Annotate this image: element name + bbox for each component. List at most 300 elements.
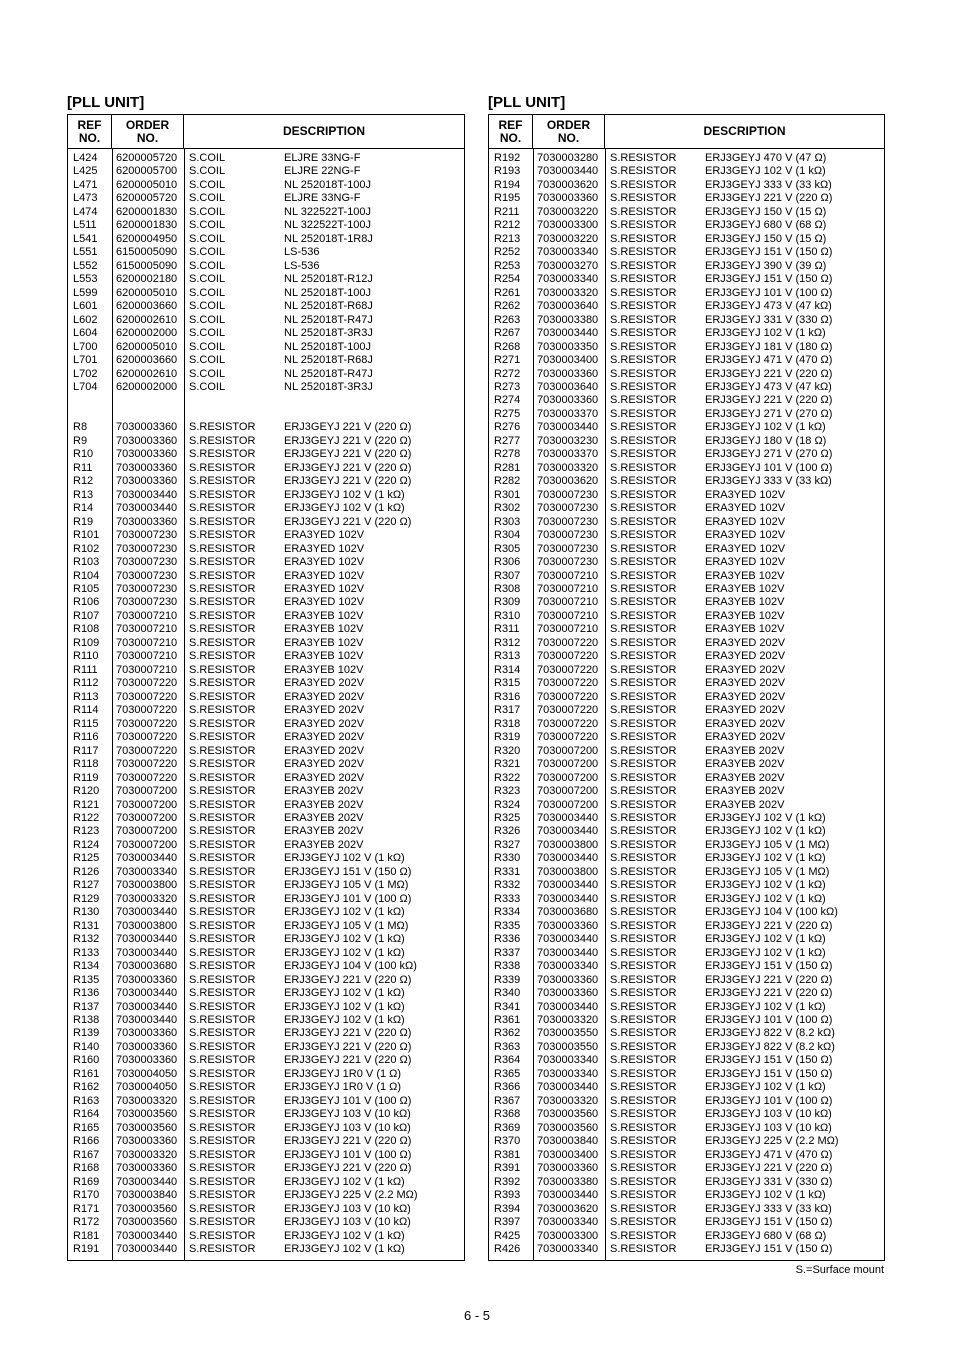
table-row — [489, 260, 884, 273]
table-row — [489, 839, 884, 852]
part-type: S.RESISTOR — [189, 1067, 256, 1080]
order-no: 6150005090 — [116, 259, 178, 272]
table-row — [489, 233, 884, 246]
table-row — [489, 799, 884, 812]
part-type: S.RESISTOR — [610, 892, 677, 905]
order-no: 7030003360 — [116, 434, 178, 447]
order-no: 7030007210 — [537, 609, 599, 622]
ref-no: L604 — [73, 327, 98, 340]
order-no: 7030003440 — [116, 1229, 178, 1242]
part-description: ERA3YEB 102V — [705, 623, 785, 636]
order-no: 7030003340 — [537, 246, 599, 259]
order-no: 6200005010 — [116, 178, 178, 191]
part-description: ERJ3GEYJ 102 V (1 kΩ) — [284, 1175, 405, 1188]
part-description: ERJ3GEYJ 102 V (1 kΩ) — [705, 165, 826, 178]
part-type: S.RESISTOR — [189, 583, 256, 595]
part-description: ERJ3GEYJ 221 V (220 Ω) — [284, 1135, 412, 1148]
ref-no: R275 — [494, 407, 521, 420]
part-description: ERJ3GEYJ 221 V (220 Ω) — [705, 987, 833, 1000]
part-description: ERA3YEB 202V — [284, 785, 364, 798]
table-row — [489, 1108, 884, 1121]
section-title: [PLL UNIT] — [488, 94, 566, 111]
table-row — [489, 206, 884, 219]
part-description: ERJ3GEYJ 221 V (220 Ω) — [284, 1162, 412, 1175]
ref-no: R134 — [73, 960, 100, 973]
part-description: ERA3YEB 202V — [284, 798, 364, 811]
table-row — [68, 772, 464, 785]
ref-no: R331 — [494, 865, 521, 878]
part-description: ERJ3GEYJ 103 V (10 kΩ) — [705, 1121, 832, 1134]
part-type: S.RESISTOR — [189, 1027, 256, 1040]
part-type: S.RESISTOR — [610, 1094, 677, 1107]
part-type: S.RESISTOR — [610, 771, 677, 784]
table-row — [68, 556, 464, 569]
part-description: ERJ3GEYJ 221 V (220 Ω) — [705, 367, 833, 380]
part-description: ERA3YED 102V — [284, 542, 365, 555]
table-row — [68, 152, 464, 165]
part-description: ERJ3GEYJ 102 V (1 kΩ) — [284, 906, 405, 919]
order-no: 6200005700 — [116, 165, 178, 178]
ref-no: R381 — [494, 1148, 521, 1161]
order-no: 7030003440 — [537, 421, 599, 434]
table-row — [68, 1135, 464, 1148]
order-no: 7030007210 — [537, 569, 599, 582]
part-description: ERJ3GEYJ 271 V (270 Ω) — [705, 407, 833, 420]
ref-no: R363 — [494, 1040, 521, 1053]
table-row — [489, 354, 884, 367]
table-row — [489, 812, 884, 825]
part-description: ERJ3GEYJ 473 V (47 kΩ) — [705, 380, 832, 393]
table-row — [489, 1014, 884, 1027]
ref-no: R325 — [494, 811, 521, 824]
ref-no: R164 — [73, 1108, 100, 1121]
ref-no: R138 — [73, 1014, 100, 1026]
order-no: 7030007230 — [116, 556, 178, 569]
part-description: NL 322522T-100J — [284, 219, 372, 232]
part-description: NL 252018T-R68J — [284, 354, 373, 367]
part-type: S.RESISTOR — [189, 502, 256, 515]
part-type: S.RESISTOR — [189, 690, 256, 703]
table-row — [489, 556, 884, 569]
order-no: 7030003440 — [116, 987, 178, 1000]
part-type: S.RESISTOR — [610, 515, 677, 528]
order-no: 7030003380 — [537, 1175, 599, 1188]
order-no — [112, 408, 184, 421]
part-type: S.RESISTOR — [610, 973, 677, 986]
order-no: 7030003360 — [116, 1054, 178, 1067]
part-description: ERA3YED 102V — [705, 529, 786, 542]
order-no — [112, 394, 184, 407]
order-no: 7030003440 — [537, 165, 599, 178]
order-no: 7030003440 — [537, 852, 599, 865]
part-description: ERJ3GEYJ 103 V (10 kΩ) — [284, 1108, 411, 1121]
table-row — [68, 677, 464, 690]
table-row — [489, 448, 884, 461]
part-description: ERJ3GEYJ 680 V (68 Ω) — [705, 219, 827, 232]
table-row — [489, 1122, 884, 1135]
order-no: 7030007230 — [537, 542, 599, 555]
order-no: 7030003400 — [537, 354, 599, 367]
table-row — [489, 610, 884, 623]
part-type: S.RESISTOR — [189, 1094, 256, 1107]
order-no: 7030003560 — [116, 1108, 178, 1121]
part-type: S.RESISTOR — [610, 219, 677, 232]
table-row — [489, 287, 884, 300]
table-row — [489, 664, 884, 677]
part-description: ERJ3GEYJ 221 V (220 Ω) — [705, 919, 833, 932]
order-no: 7030003360 — [537, 394, 599, 407]
part-description: ERA3YED 102V — [705, 542, 786, 555]
ref-no: R253 — [494, 259, 521, 272]
part-description: ERJ3GEYJ 271 V (270 Ω) — [705, 448, 833, 461]
ref-no: L553 — [73, 273, 98, 286]
table-row — [68, 394, 464, 407]
order-no: 7030007200 — [116, 785, 178, 798]
ref-no: R212 — [494, 219, 521, 232]
part-description: ERA3YED 202V — [284, 731, 365, 744]
order-no: 7030003320 — [116, 1148, 178, 1161]
part-description: ERA3YED 102V — [284, 529, 365, 542]
part-description: ERJ3GEYJ 102 V (1 kΩ) — [705, 933, 826, 946]
ref-no: R254 — [494, 273, 521, 286]
order-no: 7030007220 — [537, 677, 599, 690]
table-row — [68, 623, 464, 636]
part-type: S.COIL — [189, 259, 226, 272]
part-description: ERJ3GEYJ 221 V (220 Ω) — [705, 1162, 833, 1175]
order-no: 7030003440 — [537, 933, 599, 946]
ref-no: R324 — [494, 798, 521, 811]
ref-no: R252 — [494, 246, 521, 259]
part-type: S.COIL — [189, 192, 226, 205]
part-type: S.RESISTOR — [610, 434, 677, 447]
ref-no: R163 — [73, 1094, 100, 1107]
part-description: ERA3YEB 202V — [705, 771, 785, 784]
part-description: ERA3YED 202V — [705, 704, 786, 717]
part-description: ERA3YED 202V — [705, 717, 786, 730]
order-no: 7030003560 — [537, 1108, 599, 1121]
part-description: ERJ3GEYJ 1R0 V (1 Ω) — [284, 1067, 402, 1080]
part-description: ERJ3GEYJ 1R0 V (1 Ω) — [284, 1081, 402, 1094]
part-description: ERJ3GEYJ 102 V (1 kΩ) — [284, 852, 405, 865]
order-no: 6200002610 — [116, 313, 178, 326]
order-no: 7030007220 — [116, 731, 178, 744]
ref-no: R323 — [494, 785, 521, 798]
table-row — [68, 799, 464, 812]
table-row — [489, 758, 884, 771]
part-type: S.RESISTOR — [610, 327, 677, 340]
part-type: S.RESISTOR — [189, 960, 256, 973]
ref-no: R170 — [73, 1189, 100, 1202]
order-no: 7030003560 — [116, 1202, 178, 1215]
part-type: S.RESISTOR — [189, 1162, 256, 1175]
part-description: ERJ3GEYJ 104 V (100 kΩ) — [284, 960, 417, 973]
table-row — [68, 435, 464, 448]
table-row — [489, 987, 884, 1000]
table-row — [68, 1162, 464, 1175]
table-row — [489, 691, 884, 704]
order-no: 7030007200 — [116, 798, 178, 811]
part-description: ERJ3GEYJ 151 V (150 Ω) — [705, 1242, 833, 1255]
part-type: S.COIL — [189, 273, 226, 286]
part-description: ERJ3GEYJ 102 V (1 kΩ) — [284, 987, 405, 1000]
ref-no: R107 — [73, 609, 100, 622]
table-row — [489, 785, 884, 798]
part-type: S.RESISTOR — [189, 542, 256, 555]
order-no: 7030007230 — [116, 583, 178, 595]
part-type: S.RESISTOR — [610, 529, 677, 542]
part-type: S.RESISTOR — [610, 461, 677, 474]
order-no: 7030004050 — [116, 1067, 178, 1080]
order-no: 7030003360 — [116, 448, 178, 461]
ref-no: R335 — [494, 919, 521, 932]
order-no: 7030003440 — [116, 488, 178, 501]
table-row — [68, 610, 464, 623]
table-row — [489, 772, 884, 785]
ref-no: R273 — [494, 380, 521, 393]
order-no: 7030003360 — [537, 919, 599, 932]
ref-no: R271 — [494, 354, 521, 367]
ref-no: R121 — [73, 798, 100, 811]
part-description: ERJ3GEYJ 102 V (1 kΩ) — [284, 502, 405, 515]
order-no: 7030003440 — [537, 1000, 599, 1013]
part-type: S.RESISTOR — [189, 973, 256, 986]
part-type: S.RESISTOR — [189, 717, 256, 730]
table-row — [68, 704, 464, 717]
ref-no: R112 — [73, 677, 99, 690]
table-row — [68, 260, 464, 273]
order-no: 7030003560 — [537, 1121, 599, 1134]
table-row — [489, 1001, 884, 1014]
order-no: 7030003320 — [537, 1014, 599, 1026]
table-row — [68, 273, 464, 286]
order-no: 7030003640 — [537, 300, 599, 313]
part-description: ERJ3GEYJ 102 V (1 kΩ) — [284, 1000, 405, 1013]
table-row — [68, 341, 464, 354]
part-type: S.RESISTOR — [610, 609, 677, 622]
ref-no: R102 — [73, 542, 100, 555]
ref-no: R19 — [73, 515, 94, 528]
table-row — [489, 637, 884, 650]
part-description: ERA3YED 202V — [284, 744, 365, 757]
part-type: S.RESISTOR — [610, 407, 677, 420]
part-description: ERJ3GEYJ 822 V (8.2 kΩ) — [705, 1040, 835, 1053]
ref-no: R135 — [73, 973, 100, 986]
part-type: S.RESISTOR — [610, 1229, 677, 1242]
part-description: ERA3YED 102V — [705, 502, 786, 515]
part-description: LS-536 — [284, 259, 320, 272]
table-row — [68, 879, 464, 892]
table-row — [489, 893, 884, 906]
table-row — [68, 731, 464, 744]
ref-no: R276 — [494, 421, 521, 434]
part-description: ERA3YED 102V — [705, 515, 786, 528]
order-no: 7030007210 — [537, 623, 599, 636]
order-no: 7030007230 — [537, 556, 599, 569]
part-type: S.RESISTOR — [189, 569, 256, 582]
part-type: S.RESISTOR — [189, 515, 256, 528]
part-type: S.COIL — [189, 354, 226, 367]
ref-no: R137 — [73, 1000, 100, 1013]
part-type — [184, 394, 284, 407]
part-type: S.RESISTOR — [610, 286, 677, 299]
table-row — [489, 866, 884, 879]
ref-no: R111 — [73, 663, 98, 676]
part-type: S.COIL — [189, 340, 226, 353]
order-no-header: ORDER NO. — [112, 115, 184, 148]
table-row — [489, 1041, 884, 1054]
part-description: ERJ3GEYJ 225 V (2.2 MΩ) — [284, 1189, 418, 1202]
order-no: 7030007230 — [116, 596, 178, 609]
order-no: 7030003340 — [537, 1216, 599, 1229]
table-row — [68, 448, 464, 461]
order-no: 7030003340 — [537, 1067, 599, 1080]
part-type: S.RESISTOR — [189, 933, 256, 946]
part-type: S.RESISTOR — [610, 448, 677, 461]
order-no: 7030003340 — [537, 960, 599, 973]
part-description: ERA3YED 202V — [705, 731, 786, 744]
part-description: ERJ3GEYJ 221 V (220 Ω) — [284, 1054, 412, 1067]
part-type: S.RESISTOR — [610, 731, 677, 744]
part-description: ERA3YED 202V — [284, 717, 365, 730]
part-type: S.RESISTOR — [189, 771, 256, 784]
ref-no: R304 — [494, 529, 521, 542]
order-no: 7030003360 — [116, 973, 178, 986]
ref-no: L424 — [73, 152, 98, 164]
ref-no: R116 — [73, 731, 99, 744]
part-type: S.RESISTOR — [610, 1040, 677, 1053]
ref-no: R131 — [73, 919, 100, 932]
part-description: ERJ3GEYJ 102 V (1 kΩ) — [705, 892, 826, 905]
ref-no: R133 — [73, 946, 100, 959]
ref-no: R315 — [494, 677, 521, 690]
ref-no: R316 — [494, 690, 521, 703]
part-type: S.RESISTOR — [189, 785, 256, 798]
part-description: ERJ3GEYJ 102 V (1 kΩ) — [284, 1242, 405, 1255]
ref-no: R8 — [73, 421, 88, 434]
order-no: 7030007230 — [116, 529, 178, 542]
ref-no: L552 — [73, 259, 98, 272]
table-row — [68, 233, 464, 246]
part-description: ERA3YED 202V — [284, 704, 365, 717]
part-description: ERJ3GEYJ 105 V (1 MΩ) — [705, 838, 830, 851]
order-no: 7030003440 — [537, 892, 599, 905]
part-description: ERJ3GEYJ 103 V (10 kΩ) — [284, 1216, 411, 1229]
order-no: 7030003440 — [116, 933, 178, 946]
part-type: S.RESISTOR — [189, 1189, 256, 1202]
part-type: S.RESISTOR — [610, 1121, 677, 1134]
part-type: S.RESISTOR — [610, 165, 677, 178]
table-row — [489, 314, 884, 327]
ref-no: R262 — [494, 300, 521, 313]
table-row — [489, 516, 884, 529]
table-row — [68, 974, 464, 987]
ref-no: R369 — [494, 1121, 521, 1134]
part-type: S.RESISTOR — [610, 367, 677, 380]
part-type: S.RESISTOR — [189, 448, 256, 461]
ref-no: R140 — [73, 1040, 100, 1053]
part-type: S.RESISTOR — [189, 663, 256, 676]
order-no: 7030003680 — [116, 960, 178, 973]
part-type: S.RESISTOR — [610, 946, 677, 959]
parts-table — [488, 114, 885, 1261]
ref-no: R113 — [73, 690, 99, 703]
table-row — [68, 812, 464, 825]
order-no: 7030003300 — [537, 219, 599, 232]
order-no: 7030003320 — [537, 461, 599, 474]
part-type: S.RESISTOR — [189, 811, 256, 824]
ref-no: R317 — [494, 704, 521, 717]
ref-no: R103 — [73, 556, 100, 569]
ref-no: R108 — [73, 623, 100, 636]
ref-no: R278 — [494, 448, 521, 461]
part-description: ERA3YED 202V — [705, 677, 786, 690]
order-no: 7030003340 — [116, 865, 178, 878]
order-no: 7030007220 — [116, 717, 178, 730]
part-type — [184, 408, 284, 421]
ref-no: R336 — [494, 933, 521, 946]
part-description: ERJ3GEYJ 331 V (330 Ω) — [705, 1175, 833, 1188]
part-description: ERA3YEB 102V — [284, 663, 364, 676]
ref-no: L599 — [73, 286, 98, 299]
order-no: 7030007210 — [116, 623, 178, 636]
table-row — [68, 421, 464, 434]
order-no: 7030007220 — [537, 636, 599, 649]
part-type: S.RESISTOR — [610, 1027, 677, 1040]
part-description: NL 252018T-100J — [284, 178, 372, 191]
part-type: S.RESISTOR — [610, 1135, 677, 1148]
table-row — [68, 1149, 464, 1162]
part-description: ERJ3GEYJ 151 V (150 Ω) — [705, 1216, 833, 1229]
part-description: ERA3YED 102V — [284, 556, 365, 569]
ref-no: R9 — [73, 434, 88, 447]
part-type: S.RESISTOR — [610, 1189, 677, 1202]
part-description: ERJ3GEYJ 101 V (100 Ω) — [705, 1014, 833, 1026]
table-row — [68, 502, 464, 515]
ref-no: R117 — [73, 744, 99, 757]
part-description: NL 252018T-R47J — [284, 367, 373, 380]
part-type: S.RESISTOR — [610, 1202, 677, 1215]
left-parts-list — [67, 92, 465, 1261]
part-description: ERA3YED 202V — [284, 690, 365, 703]
part-description: ERA3YED 102V — [284, 583, 365, 595]
order-no: 7030003230 — [537, 434, 599, 447]
table-row — [68, 462, 464, 475]
table-row — [489, 731, 884, 744]
order-no: 7030003320 — [537, 286, 599, 299]
order-no: 6200001830 — [116, 219, 178, 232]
order-no: 7030003360 — [116, 1162, 178, 1175]
order-no: 7030003440 — [116, 1000, 178, 1013]
order-no: 7030003360 — [116, 421, 178, 434]
order-no: 7030007220 — [116, 758, 178, 771]
part-description: ERJ3GEYJ 102 V (1 kΩ) — [284, 1229, 405, 1242]
part-type: S.RESISTOR — [610, 1242, 677, 1255]
part-type: S.RESISTOR — [610, 300, 677, 313]
part-type: S.RESISTOR — [189, 838, 256, 851]
table-row — [68, 475, 464, 488]
part-description: ERA3YED 202V — [284, 758, 365, 771]
part-description: ERJ3GEYJ 150 V (15 Ω) — [705, 232, 827, 245]
table-row — [68, 543, 464, 556]
part-type: S.RESISTOR — [610, 852, 677, 865]
ref-no: L551 — [73, 246, 98, 259]
ref-no: R118 — [73, 758, 99, 771]
ref-no: R368 — [494, 1108, 521, 1121]
part-description: ERA3YED 102V — [284, 596, 365, 609]
order-no: 7030003550 — [537, 1040, 599, 1053]
part-description: ERJ3GEYJ 221 V (220 Ω) — [284, 434, 412, 447]
table-row — [489, 489, 884, 502]
